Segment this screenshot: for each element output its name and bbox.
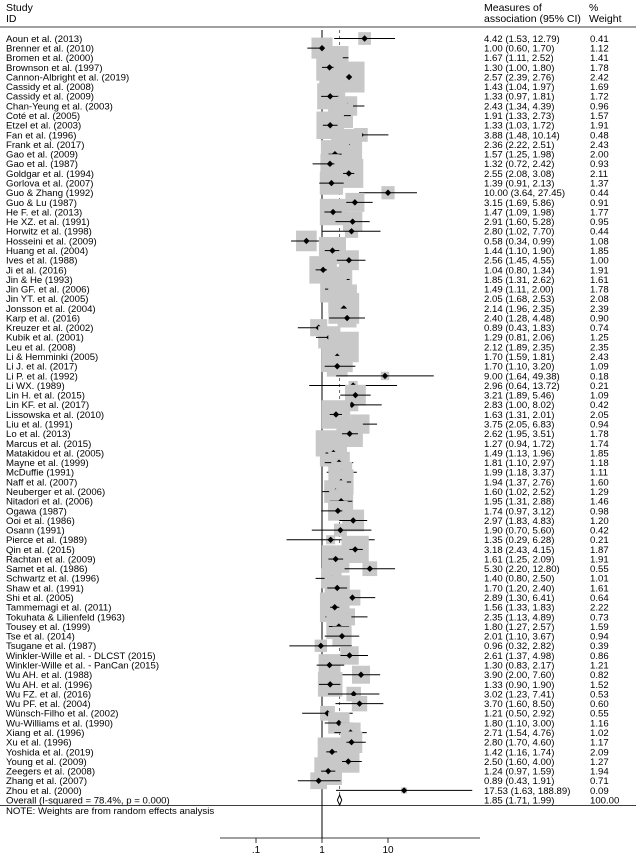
ci-value: 1.70 (1.59, 1.81) — [484, 352, 555, 364]
weight-value: 0.41 — [590, 33, 609, 45]
ci-value: 1.80 (1.10, 3.00) — [484, 718, 555, 730]
study-label: Lin KF. et al. (2017) — [6, 400, 90, 412]
ci-value: 2.36 (2.22, 2.51) — [484, 139, 555, 151]
ci-value: 2.05 (1.68, 2.53) — [484, 294, 555, 306]
study-label: Cassidy et al. (2009) — [6, 91, 94, 103]
weight-value: 2.43 — [590, 139, 609, 151]
measure-header-line2: association (95% CI) — [484, 13, 581, 25]
weight-value: 1.78 — [590, 429, 609, 441]
study-label: Qin et al. (2015) — [6, 544, 75, 556]
ci-value: 2.80 (1.70, 4.60) — [484, 737, 555, 749]
overall-diamond — [337, 795, 341, 805]
ci-value: 1.33 (1.03, 1.72) — [484, 120, 555, 132]
weight-value: 0.64 — [590, 593, 609, 605]
ci-value: 2.43 (1.34, 4.39) — [484, 101, 555, 113]
study-label: Li & Hemminki (2005) — [6, 352, 99, 364]
ci-value: 1.67 (1.11, 2.52) — [484, 53, 554, 65]
study-label: Winkler-Wille et al. - DLCST (2015) — [6, 650, 156, 662]
weight-value: 0.98 — [590, 506, 609, 518]
weight-value: 1.41 — [590, 53, 609, 65]
ci-value: 1.00 (0.60, 1.70) — [484, 43, 555, 55]
study-label: Brownson et al. (1997) — [6, 62, 103, 74]
study-label: Xiang et al. (1996) — [6, 727, 85, 739]
measure-header-line1: Measures of — [484, 2, 542, 14]
weight-value: 0.21 — [590, 535, 609, 547]
study-label: Marcus et al. (2015) — [6, 438, 92, 450]
weight-value: 0.95 — [590, 217, 609, 229]
study-label: Jin YT. et al. (2005) — [6, 294, 89, 306]
weight-value: 2.08 — [590, 294, 609, 306]
study-label: Nitadori et al. (2006) — [6, 496, 93, 508]
ci-value: 1.35 (0.29, 6.28) — [484, 535, 555, 547]
study-label: Wu PF. et al. (2004) — [6, 699, 91, 711]
study-label: Zhou et al. (2000) — [6, 785, 82, 797]
study-label: Young et al. (2009) — [6, 756, 87, 768]
ci-value: 2.91 (1.60, 5.28) — [484, 217, 555, 229]
study-label: Zhang et al. (2007) — [6, 776, 88, 788]
ci-value: 1.94 (1.37, 2.76) — [484, 477, 555, 489]
study-label: Leu et al. (2008) — [6, 342, 76, 354]
weight-value: 1.85 — [590, 245, 609, 257]
weights-note: NOTE: Weights are from random effects analysis — [6, 806, 215, 818]
weight-value: 1.91 — [590, 120, 609, 132]
weight-value: 2.39 — [590, 303, 609, 315]
weight-value: 1.09 — [590, 361, 609, 373]
study-label: Schwartz et al. (1996) — [6, 573, 100, 585]
ci-value: 1.56 (1.33, 1.83) — [484, 602, 555, 614]
study-label: Li WX. (1989) — [6, 380, 65, 392]
ci-value: 2.97 (1.83, 4.83) — [484, 515, 555, 527]
study-label: Wu FZ. et al. (2016) — [6, 689, 92, 701]
weight-header-line2: Weight — [589, 13, 622, 25]
ci-value: 3.02 (1.23, 7.41) — [484, 689, 555, 701]
weight-value: 1.77 — [590, 207, 609, 219]
ci-value: 2.71 (1.54, 4.76) — [484, 727, 555, 739]
weight-value: 1.72 — [590, 91, 609, 103]
ci-value: 0.89 (0.43, 1.83) — [484, 323, 555, 335]
weight-value: 0.55 — [590, 708, 609, 720]
weight-value: 2.43 — [590, 352, 609, 364]
weight-value: 2.09 — [590, 747, 609, 759]
weight-value: 1.20 — [590, 515, 609, 527]
ci-value: 1.91 (1.33, 2.73) — [484, 111, 555, 123]
ci-value: 2.56 (1.45, 4.55) — [484, 255, 555, 267]
study-header-line1: Study — [6, 2, 33, 14]
study-label: Chan-Yeung et al. (2003) — [6, 101, 113, 113]
study-label: Wu AH. et al. (1988) — [6, 670, 93, 682]
weight-value: 1.60 — [590, 477, 609, 489]
study-label: Xu et al. (1996) — [6, 737, 72, 749]
study-label: Gao et al. (2009) — [6, 149, 78, 161]
weight-value: 1.11 — [590, 467, 608, 479]
study-label: Lo et al. (2013) — [6, 429, 71, 441]
ci-value: 1.61 (1.25, 2.09) — [484, 554, 555, 566]
ci-value: 2.50 (1.60, 4.00) — [484, 756, 555, 768]
ci-value: 3.21 (1.89, 5.46) — [484, 390, 555, 402]
study-label: Huang et al. (2004) — [6, 245, 89, 257]
weight-value: 1.94 — [590, 766, 609, 778]
study-label: Horwitz et al. (1998) — [6, 226, 92, 238]
ci-value: 1.81 (1.10, 2.97) — [484, 458, 555, 470]
weight-value: 0.42 — [590, 400, 609, 412]
weight-value: 1.17 — [590, 737, 609, 749]
ci-value: 1.24 (0.97, 1.59) — [484, 766, 555, 778]
ci-value: 2.62 (1.95, 3.51) — [484, 429, 555, 441]
ci-value: 1.95 (1.31, 2.88) — [484, 496, 555, 508]
weight-value: 0.09 — [590, 785, 609, 797]
weight-value: 1.29 — [590, 486, 609, 498]
weight-value: 0.94 — [590, 631, 609, 643]
weight-value: 1.61 — [590, 583, 609, 595]
weight-value: 2.22 — [590, 602, 609, 614]
study-label: Ogawa (1987) — [6, 506, 67, 518]
weight-value: 1.69 — [590, 82, 609, 94]
weight-value: 1.78 — [590, 284, 609, 296]
weight-value: 1.01 — [590, 573, 609, 585]
ci-value: 3.88 (1.48, 10.14) — [484, 130, 560, 142]
study-label: Rachtan et al. (2009) — [6, 554, 96, 566]
weight-value: 0.86 — [590, 650, 609, 662]
study-label: Kubik et al. (2001) — [6, 332, 84, 344]
ci-value: 1.60 (1.02, 2.52) — [484, 486, 555, 498]
study-label: Hosseini et al. (2009) — [6, 236, 97, 248]
study-label: Mayne et al. (1999) — [6, 458, 89, 470]
study-label: Cassidy et al. (2008) — [6, 82, 94, 94]
study-label: Zeegers et al. (2008) — [6, 766, 96, 778]
ci-value: 1.33 (0.90, 1.90) — [484, 679, 555, 691]
weight-header-line1: % — [589, 2, 599, 14]
study-label: Jonsson et al. (2004) — [6, 303, 96, 315]
ci-value: 0.96 (0.32, 2.82) — [484, 641, 555, 653]
ci-value: 1.70 (1.20, 2.40) — [484, 583, 555, 595]
ci-value: 17.53 (1.63, 188.89) — [484, 785, 571, 797]
weight-value: 1.59 — [590, 621, 609, 633]
study-label: Li P. et al. (1992) — [6, 371, 78, 383]
weight-value: 0.42 — [590, 525, 609, 537]
study-label: Jin GF. et al. (2006) — [6, 284, 90, 296]
ci-value: 1.80 (1.27, 2.57) — [484, 621, 555, 633]
study-label: McDuffie (1991) — [6, 467, 75, 479]
x-tick-label: .1 — [251, 845, 261, 856]
ci-value: 1.39 (0.91, 2.13) — [484, 178, 555, 190]
weight-value: 1.46 — [590, 496, 609, 508]
weight-value: 1.12 — [590, 43, 609, 55]
weight-value: 1.85 — [590, 448, 609, 460]
weight-value: 2.11 — [590, 168, 608, 180]
weight-value: 2.35 — [590, 342, 609, 354]
weight-value: 1.02 — [590, 727, 609, 739]
weight-value: 1.09 — [590, 390, 609, 402]
study-label: Bromen et al. (2000) — [6, 53, 94, 65]
ci-value: 1.29 (0.81, 2.06) — [484, 332, 555, 344]
ci-value: 3.18 (2.43, 4.15) — [484, 544, 555, 556]
ci-value: 1.32 (0.72, 2.42) — [484, 159, 555, 171]
weight-value: 0.44 — [590, 226, 609, 238]
weight-value: 0.44 — [590, 188, 609, 200]
study-label: He F. et al. (2013) — [6, 207, 83, 219]
ci-value: 1.42 (1.16, 1.74) — [484, 747, 555, 759]
study-label: Brenner et al. (2010) — [6, 43, 94, 55]
ci-value: 1.47 (1.09, 1.98) — [484, 207, 555, 219]
ci-value: 1.57 (1.25, 1.98) — [484, 149, 555, 161]
ci-value: 2.12 (1.89, 2.35) — [484, 342, 555, 354]
weight-value: 0.82 — [590, 670, 609, 682]
weight-value: 1.87 — [590, 544, 609, 556]
ci-value: 3.70 (1.60, 8.50) — [484, 699, 555, 711]
ci-value: 1.43 (1.04, 1.97) — [484, 82, 555, 94]
ci-value: 2.96 (0.64, 13.72) — [484, 380, 560, 392]
ci-value: 1.49 (1.13, 1.96) — [484, 448, 555, 460]
study-label: Li J. et al. (2017) — [6, 361, 78, 373]
study-header-line2: ID — [6, 13, 17, 25]
weight-value: 2.00 — [590, 149, 609, 161]
weight-value: 0.74 — [590, 323, 609, 335]
ci-value: 2.80 (1.02, 7.70) — [484, 226, 555, 238]
study-label: Lissowska et al. (2010) — [6, 409, 105, 421]
study-label: Pierce et al. (1989) — [6, 535, 88, 547]
overall-weight-value: 100.00 — [590, 795, 620, 807]
study-label: Frank et al. (2017) — [6, 139, 85, 151]
ci-value: 2.14 (1.96, 2.35) — [484, 303, 555, 315]
study-label: Shaw et al. (1991) — [6, 583, 84, 595]
weight-value: 0.73 — [590, 612, 609, 624]
ci-value: 9.00 (1.64, 49.38) — [484, 371, 560, 383]
weight-value: 1.16 — [590, 718, 609, 730]
weight-value: 1.37 — [590, 178, 609, 190]
weight-value: 0.93 — [590, 159, 609, 171]
ci-value: 10.00 (3.64, 27.45) — [484, 188, 566, 200]
ci-value: 1.63 (1.31, 2.01) — [484, 409, 555, 421]
ci-value: 3.75 (2.05, 6.83) — [484, 419, 555, 431]
weight-value: 0.39 — [590, 641, 609, 653]
ci-value: 1.27 (0.94, 1.72) — [484, 438, 555, 450]
study-label: Fan et al. (1996) — [6, 130, 77, 142]
weight-value: 0.55 — [590, 564, 609, 576]
study-label: Liu et al. (1991) — [6, 419, 73, 431]
ci-value: 2.83 (1.00, 8.02) — [484, 400, 555, 412]
ci-value: 1.90 (0.70, 5.60) — [484, 525, 555, 537]
weight-value: 2.05 — [590, 409, 609, 421]
ci-value: 1.30 (0.83, 2.17) — [484, 660, 555, 672]
study-label: Ooi et al. (1986) — [6, 515, 75, 527]
study-label: Yoshida et al. (2019) — [6, 747, 94, 759]
ci-value: 1.44 (1.10, 1.90) — [484, 245, 555, 257]
study-label: Neuberger et al. (2006) — [6, 486, 106, 498]
study-label: Winkler-Wille et al. - PanCan (2015) — [6, 660, 160, 672]
study-label: Cannon-Albright et al. (2019) — [6, 72, 130, 84]
ci-value: 2.40 (1.28, 4.48) — [484, 313, 555, 325]
study-label: Aoun et al. (2013) — [6, 33, 83, 45]
study-label: Gao et al. (1987) — [6, 159, 78, 171]
weight-value: 1.78 — [590, 62, 609, 74]
ci-value: 4.42 (1.53, 12.79) — [484, 33, 560, 45]
weight-value: 0.91 — [590, 197, 609, 209]
x-tick-label: 1 — [319, 845, 325, 856]
weight-value: 1.91 — [590, 554, 609, 566]
weight-value: 1.00 — [590, 255, 609, 267]
ci-value: 1.74 (0.97, 3.12) — [484, 506, 555, 518]
ci-value: 1.99 (1.18, 3.37) — [484, 467, 555, 479]
ci-value: 2.89 (1.30, 6.41) — [484, 593, 555, 605]
weight-value: 0.21 — [590, 380, 609, 392]
ci-value: 0.89 (0.43, 1.91) — [484, 776, 555, 788]
weight-value: 1.57 — [590, 111, 609, 123]
weight-value: 0.48 — [590, 130, 609, 142]
study-label: Samet et al. (1986) — [6, 564, 88, 576]
study-label: Guo & Zhang (1992) — [6, 188, 94, 200]
weight-value: 0.18 — [590, 371, 609, 383]
study-label: Wu-Williams et al. (1990) — [6, 718, 113, 730]
study-label: Tse et al. (2014) — [6, 631, 75, 643]
overall-label: Overall (I-squared = 78.4%, p = 0.000) — [6, 795, 170, 807]
ci-value: 1.33 (0.97, 1.81) — [484, 91, 555, 103]
ci-value: 2.57 (2.39, 2.76) — [484, 72, 555, 84]
study-label: Tsugane et al. (1987) — [6, 641, 97, 653]
weight-value: 0.53 — [590, 689, 609, 701]
ci-value: 2.01 (1.10, 3.67) — [484, 631, 555, 643]
ci-value: 5.30 (2.20, 12.80) — [484, 564, 560, 576]
study-label: Wu AH. et al. (1996) — [6, 679, 93, 691]
weight-value: 1.52 — [590, 679, 609, 691]
ci-value: 1.85 (1.31, 2.62) — [484, 274, 555, 286]
ci-value: 1.49 (1.11, 2.00) — [484, 284, 554, 296]
weight-value: 1.08 — [590, 236, 609, 248]
study-label: Tammemagi et al. (2011) — [6, 602, 112, 614]
weight-value: 0.60 — [590, 699, 609, 711]
study-label: Wünsch-Filho et al. (2002) — [6, 708, 119, 720]
study-label: Naff et al. (2007) — [6, 477, 78, 489]
ci-value: 1.40 (0.80, 2.50) — [484, 573, 555, 585]
study-label: Lin H. et al. (2015) — [6, 390, 85, 402]
study-label: Coté et al. (2005) — [6, 111, 81, 123]
study-label: Jin & He (1993) — [6, 274, 73, 286]
study-label: He XZ. et al. (1991) — [6, 217, 90, 229]
weight-value: 1.74 — [590, 438, 609, 450]
study-label: Tousey et al. (1999) — [6, 621, 91, 633]
ci-value: 1.30 (1.00, 1.80) — [484, 62, 555, 74]
study-label: Shi et al. (2005) — [6, 593, 74, 605]
x-tick-label: 10 — [382, 845, 394, 856]
weight-value: 1.91 — [590, 265, 609, 277]
study-label: Tokuhata & Lilienfeld (1963) — [6, 612, 125, 624]
study-label: Etzel et al. (2003) — [6, 120, 82, 132]
study-label: Gorlova et al. (2007) — [6, 178, 94, 190]
weight-value: 1.25 — [590, 332, 609, 344]
study-label: Kreuzer et al. (2002) — [6, 323, 94, 335]
study-label: Karp et al. (2016) — [6, 313, 81, 325]
weight-value: 1.27 — [590, 756, 609, 768]
study-label: Osann (1991) — [6, 525, 65, 537]
study-label: Ives et al. (1988) — [6, 255, 78, 267]
ci-value: 2.55 (2.08, 3.08) — [484, 168, 555, 180]
study-label: Goldgar et al. (1994) — [6, 168, 94, 180]
weight-value: 0.94 — [590, 419, 609, 431]
weight-value: 0.96 — [590, 101, 609, 113]
ci-value: 3.15 (1.69, 5.86) — [484, 197, 555, 209]
ci-value: 3.90 (2.00, 7.60) — [484, 670, 555, 682]
overall-ci-value: 1.85 (1.71, 1.99) — [484, 795, 555, 807]
weight-value: 1.21 — [590, 660, 609, 672]
ci-value: 2.35 (1.13, 4.89) — [484, 612, 555, 624]
ci-value: 0.58 (0.34, 0.99) — [484, 236, 555, 248]
study-label: Guo & Lu (1987) — [6, 197, 77, 209]
ci-value: 1.21 (0.50, 2.92) — [484, 708, 555, 720]
ci-value: 1.04 (0.80, 1.34) — [484, 265, 555, 277]
weight-value: 1.61 — [590, 274, 609, 286]
ci-value: 2.61 (1.37, 4.98) — [484, 650, 555, 662]
weight-value: 0.71 — [590, 776, 609, 788]
weight-value: 1.18 — [590, 458, 609, 470]
study-label: Matakidou et al. (2005) — [6, 448, 105, 460]
study-label: Ji et al. (2016) — [6, 265, 67, 277]
weight-value: 2.42 — [590, 72, 609, 84]
weight-value: 0.90 — [590, 313, 609, 325]
ci-value: 1.70 (1.10, 3.20) — [484, 361, 555, 373]
